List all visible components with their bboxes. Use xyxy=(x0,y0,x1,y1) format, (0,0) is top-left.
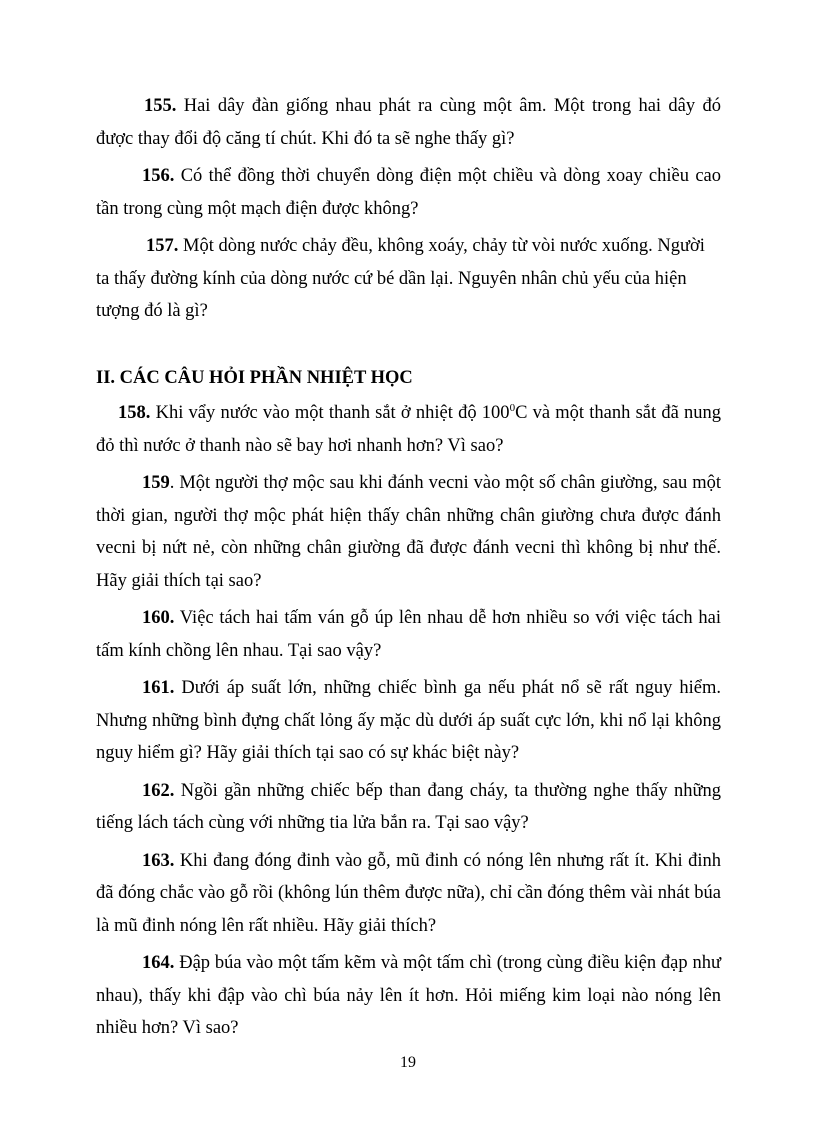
question-text: Ngồi gần những chiếc bếp than đang cháy, ta thường nghe thấy những tiếng lách tách cùng với những tia lửa bắn ra. Tại sao vậy? xyxy=(96,780,721,833)
question-text: Dưới áp suất lớn, những chiếc bình ga nếu phát nổ sẽ rất nguy hiểm. Nhưng những bình đựng chất lỏng ấy mặc dù dưới áp suất cực lớn, khi nổ lại không nguy hiểm gì? Hãy giải thích tại sao có sự khác biệt này? xyxy=(96,678,721,763)
question-number: 158. xyxy=(118,403,151,423)
question-text: Khi vẩy nước vào một thanh sắt ở nhiệt độ 100 xyxy=(150,403,510,423)
question-156 xyxy=(96,160,721,225)
question-number: 164. xyxy=(142,953,175,973)
question-160 xyxy=(96,602,721,667)
question-number: 157. xyxy=(146,236,179,256)
question-number: 156. xyxy=(142,166,175,186)
page-number: 19 xyxy=(400,1054,416,1071)
question-text: Có thể đồng thời chuyển dòng điện một chiều và dòng xoay chiều cao tần trong cùng một mạch điện được không? xyxy=(96,166,721,219)
superscript-degree: 0 xyxy=(509,401,516,414)
question-number: 163. xyxy=(142,850,175,871)
page-content xyxy=(96,90,721,1050)
question-text: . Một người thợ mộc sau khi đánh vecni vào một số chân giường, sau một thời gian, người thợ mộc phát hiện thấy chân những chân giường chưa được đánh vecni bị nứt nẻ, còn những chân giường đã được đánh vecni thì không bị như thế. Hãy giải thích tại sao? xyxy=(96,473,721,591)
question-163 xyxy=(96,845,721,943)
question-157 xyxy=(96,230,721,328)
question-155 xyxy=(96,90,721,155)
question-text: Khi đang đóng đinh vào gỗ, mũ đinh có nóng lên nhưng rất ít. Khi đinh đã đóng chắc vào gỗ rồi (không lún thêm được nữa), chỉ cần đóng thêm vài nhát búa là mũ đinh nóng lên rất nhiều. Hãy giải thích? xyxy=(96,850,721,936)
question-164 xyxy=(96,947,721,1045)
question-159 xyxy=(96,467,721,597)
question-158 xyxy=(96,397,721,462)
section-heading: II. CÁC CÂU HỎI PHẦN NHIỆT HỌC xyxy=(96,367,413,388)
question-text: Hai dây đàn giống nhau phát ra cùng một âm. Một trong hai dây đó được thay đổi độ căng tí chút. Khi đó ta sẽ nghe thấy gì? xyxy=(96,96,721,149)
question-161 xyxy=(96,672,721,770)
question-text: Việc tách hai tấm ván gỗ úp lên nhau dễ hơn nhiều so với việc tách hai tấm kính chồng lên nhau. Tại sao vậy? xyxy=(96,608,721,661)
question-text-continued: C và một thanh sắt đã nung đỏ thì nước ở thanh nào sẽ bay hơi nhanh hơn? Vì sao? xyxy=(96,403,721,456)
question-number: 162. xyxy=(142,780,175,801)
question-text: Một dòng nước chảy đều, không xoáy, chảy từ vòi nước xuống. Người ta thấy đường kính của dòng nước cứ bé dần lại. Nguyên nhân chủ yếu của hiện tượng đó là gì? xyxy=(96,236,705,321)
question-number: 161. xyxy=(142,678,175,698)
question-number: 159 xyxy=(142,473,170,493)
question-number: 155. xyxy=(144,96,177,116)
question-162 xyxy=(96,775,721,840)
question-number: 160. xyxy=(142,608,175,628)
question-text: Đập búa vào một tấm kẽm và một tấm chì (trong cùng điều kiện đạp như nhau), thấy khi đập vào chì búa nảy lên ít hơn. Hỏi miếng kim loại nào nóng lên nhiều hơn? Vì sao? xyxy=(96,953,721,1038)
